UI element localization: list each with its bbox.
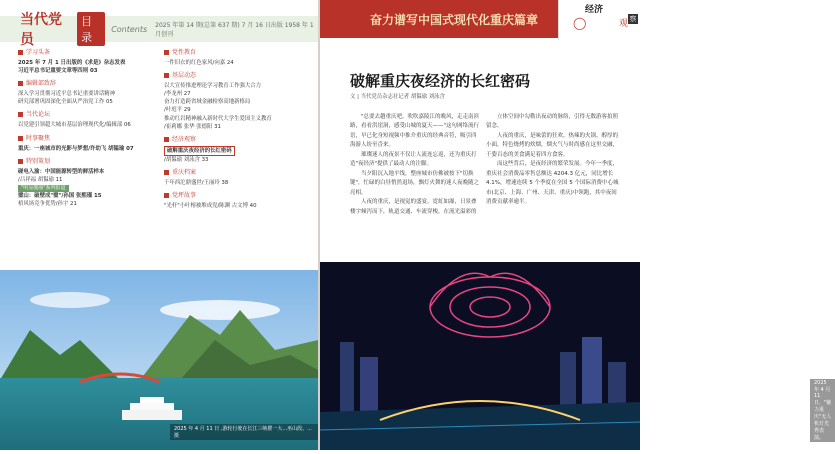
toc-entry bbox=[18, 145, 160, 153]
series-banner-text: 奋力谱写中国式现代化重庆篇章 bbox=[370, 12, 539, 27]
toc-section bbox=[164, 168, 314, 187]
toc-column-left bbox=[18, 48, 160, 213]
toc-entry bbox=[18, 184, 160, 193]
toc-entry-text: "光杆"小叶榕被堆成党/陈渊 古文博 40 bbox=[164, 203, 257, 210]
toc-entry bbox=[18, 192, 160, 200]
article-paragraph: 人夜的重庆，是味蕾的狂欢。热辣的火锅、醇厚的小面，特色烧烤的炊烟，烟火气与时尚感在这里交融，千姿百态的美食满足着四方食客。 bbox=[486, 132, 619, 158]
toc-entry-text: /吕祥福 胡韫瑜 11 bbox=[18, 176, 63, 183]
toc-section bbox=[164, 135, 314, 164]
magazine-brand: 当代党员 bbox=[20, 12, 62, 48]
toc-entry bbox=[164, 179, 314, 187]
toc-entry bbox=[164, 106, 314, 114]
toc-entry-text: 碰电入渝：中国能源转型的鲜活样本 bbox=[18, 168, 105, 175]
article-paragraph: 立体空间中勾勒出夜动的脉络，引得无数游客拍照留念。 bbox=[486, 114, 619, 130]
article-byline: 文 | 当代党员杂志社记者 胡韫瑜 刘泳含 bbox=[350, 94, 445, 100]
toc-header bbox=[0, 12, 318, 48]
toc-entry-text: 2025 年 7 月 1 日出版的《求是》杂志发表 bbox=[18, 60, 126, 66]
toc-section-title: 重庆档案 bbox=[164, 168, 314, 177]
toc-entry bbox=[164, 202, 314, 210]
toc-section-title: 时事聚焦 bbox=[18, 134, 160, 143]
three-gorges-photo bbox=[0, 270, 318, 450]
toc-entry-text: 梧风场竞争优势/孙宇 21 bbox=[18, 201, 77, 208]
toc-entry bbox=[164, 156, 314, 164]
toc-section bbox=[164, 48, 314, 67]
toc-entry bbox=[164, 146, 314, 156]
toc-column-right bbox=[164, 48, 314, 214]
toc-entry-text: 研究部署巩固深化全面从严治党工作 05 bbox=[18, 99, 113, 106]
toc-entry-text: /胡韫瑜 刘泳含 33 bbox=[164, 156, 209, 163]
toc-entry-text: 以党建引领超大城市基层治理现代化/编辑部 06 bbox=[18, 122, 131, 129]
toc-section-title: 党性教育 bbox=[164, 48, 314, 57]
article-column-1 bbox=[350, 113, 480, 217]
toc-entry-text: 推动红岩精神融入新时代大学生爱国主义教育 bbox=[164, 115, 272, 122]
toc-entry-text: /叶庭平 29 bbox=[164, 107, 191, 114]
toc-entry bbox=[18, 200, 160, 208]
logo-economy: 经济 bbox=[585, 5, 604, 15]
article-paragraph: 人夜的重庆，是视觉的盛宴。霓虹如瀑，日景叠楼宇倾泻而下，轨道交通、车流穿梭，在流光溢彩的 bbox=[350, 199, 477, 215]
toc-entry bbox=[164, 82, 314, 90]
logo-observe: 观 bbox=[619, 19, 629, 29]
issue-info: 2025 年第 14 期(总第 637 期) 7 月 16 日出版 1958 年 1 月创刊 bbox=[155, 22, 314, 38]
toc-entry bbox=[164, 59, 314, 67]
toc-entry bbox=[164, 98, 314, 106]
toc-entry bbox=[18, 67, 160, 75]
toc-section-title: 基层动态 bbox=[164, 71, 314, 80]
toc-entry-text: 一件旧衣的红色家风/向嘉 24 bbox=[164, 60, 234, 66]
night-city-illustration bbox=[320, 262, 640, 450]
article-paragraph: "总要去趟重庆吧，吹吹嘉陵江的晚风，走走南滨路，看看洪崖洞，感受山城的夏天——"这句网络流行语，早已化身短视频中推介重庆的经典音符，吸引四海游人纷至沓来。 bbox=[350, 114, 480, 149]
toc-section bbox=[18, 110, 160, 129]
article-column-2 bbox=[486, 113, 622, 208]
contents-label: Contents bbox=[111, 24, 148, 34]
toc-series-badge: "明显靓丽"系列报道 bbox=[18, 185, 69, 193]
toc-entry bbox=[18, 90, 160, 98]
toc-entry bbox=[164, 115, 314, 123]
toc-entry-text: 以大宣传推进理论学习教育工作强大合力 bbox=[164, 83, 262, 90]
toc-entry-text: /李龙州 27 bbox=[164, 91, 191, 98]
toc-entry bbox=[164, 90, 314, 98]
toc-entry-text: 千年西沱鼎盛世/王丽玲 38 bbox=[164, 179, 229, 186]
right-photo-caption: 2025 年 4 月 11 日，"魅力重庆"无人机灯光秀表演。 bbox=[810, 379, 835, 442]
toc-highlight-entry: 破解重庆夜经济的长红密码 bbox=[164, 146, 235, 156]
article-paragraph: 璀璨迷人的夜景不仅让人流连忘返，还为重庆打造"夜经济"提供了最动人的注脚。 bbox=[350, 151, 477, 168]
toc-section bbox=[18, 134, 160, 153]
logo-side: 察 bbox=[629, 15, 637, 23]
toc-entry-text: /崔莉娜 张华 张德阳 31 bbox=[164, 123, 221, 130]
toc-entry-text: 习近平总书记重要文章等四则 03 bbox=[18, 68, 98, 75]
toc-section-title: 党坪故事 bbox=[164, 191, 314, 200]
toc-entry-text: 深入学习贯彻习近平总书记重要讲话精神 bbox=[18, 91, 116, 98]
toc-entry-text: 重庆：一座城市的光影与梦想/许幼飞 胡韫瑜 07 bbox=[18, 145, 134, 152]
toc-section-title: 经济观察 bbox=[164, 135, 314, 144]
toc-section-title: 编辑部致辞 bbox=[18, 79, 160, 88]
toc-section-title: 特别策划 bbox=[18, 157, 160, 166]
toc-section bbox=[164, 191, 314, 210]
mulu-badge: 目录 bbox=[77, 12, 105, 46]
left-photo-caption: 2025 年 4 月 11 日 ,游轮行驶在长江三峡瞿一大...巫山段。...摄 bbox=[170, 424, 318, 440]
toc-entry bbox=[18, 98, 160, 106]
toc-section-title: 当代论坛 bbox=[18, 110, 160, 119]
toc-section bbox=[164, 71, 314, 131]
toc-entry bbox=[18, 168, 160, 176]
toc-entry bbox=[164, 123, 314, 131]
toc-entry bbox=[18, 59, 160, 67]
toc-section bbox=[18, 157, 160, 209]
article-title: 破解重庆夜经济的长红密码 bbox=[350, 72, 531, 90]
column-logo bbox=[558, 0, 640, 40]
toc-section bbox=[18, 48, 160, 75]
toc-section bbox=[18, 79, 160, 106]
toc-entry-text: 奋力打造跨省域金融检察高地新格局 bbox=[164, 99, 251, 106]
article-paragraph: 当夕阳沉入地平线，整座城市仿佛被按下"切换键"，忙碌的白昼悄然退场，飘灯火舞的迷人夜晚随之亮相。 bbox=[350, 170, 480, 196]
landscape-illustration bbox=[0, 270, 318, 450]
logo-circle-icon: ◯ bbox=[573, 16, 587, 30]
drone-show-photo bbox=[320, 262, 832, 450]
toc-section-title: 学习头条 bbox=[18, 48, 160, 57]
toc-entry bbox=[18, 121, 160, 129]
toc-entry-text: 璧山：破壁成"璧"/孙国 张熙瑾 15 bbox=[18, 193, 102, 200]
toc-entry bbox=[18, 176, 160, 184]
article-paragraph: 而这些背后，是夜经济的繁荣发展。今年一季度，重庆社会消费品零售总额达 4204.3 亿元，同比增长 4.1%，增速连续 5 个季度在全国 5 个国际消费中心城市(北京、上海、广州、天津、重庆)中领跑，其中夜间消费贡献率逾半。 bbox=[486, 161, 619, 206]
